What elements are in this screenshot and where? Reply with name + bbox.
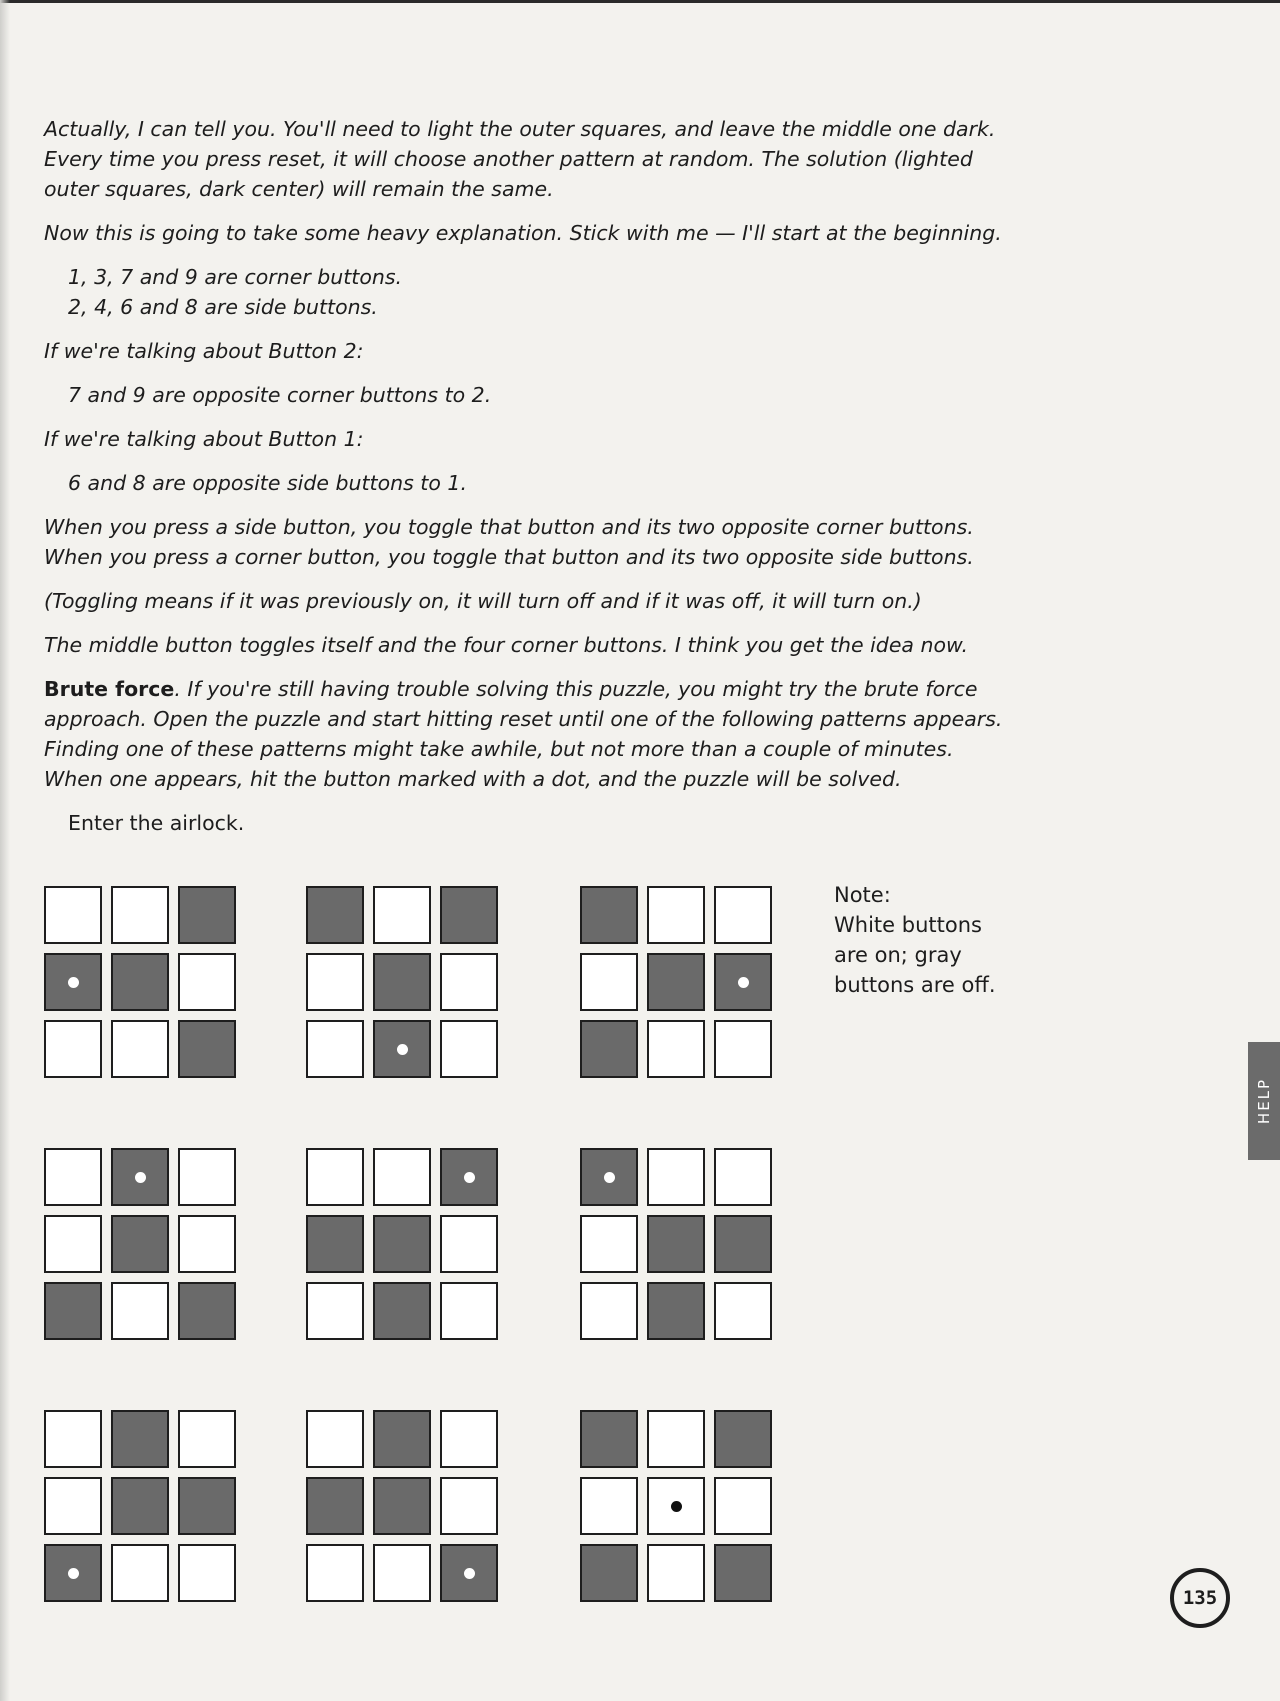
- pattern-button-on: [111, 1020, 169, 1078]
- pattern-button-on: [580, 1215, 638, 1273]
- pattern-button-off: [178, 1020, 236, 1078]
- press-dot-icon: [68, 977, 79, 988]
- page-number: 135: [1170, 1568, 1230, 1628]
- pattern-button-off: [580, 1544, 638, 1602]
- pattern-button-off: [44, 1544, 102, 1602]
- pattern-button-on: [440, 953, 498, 1011]
- button-pattern-3: [580, 886, 778, 1084]
- pattern-button-off: [580, 1020, 638, 1078]
- pattern-button-on: [440, 1020, 498, 1078]
- pattern-button-off: [580, 1148, 638, 1206]
- pattern-button-on: [178, 1148, 236, 1206]
- button-pattern-5: [306, 1148, 504, 1346]
- pattern-button-off: [373, 1215, 431, 1273]
- button-pattern-4: [44, 1148, 242, 1346]
- pattern-button-on: [440, 1282, 498, 1340]
- press-dot-icon: [738, 977, 749, 988]
- paragraph-explanation-intro: Now this is going to take some heavy explanation. Stick with me — I'll start at the beginning.: [44, 221, 1002, 245]
- pattern-button-on: [178, 1410, 236, 1468]
- press-dot-icon: [135, 1172, 146, 1183]
- brute-force-lead: Brute force: [44, 677, 175, 701]
- pattern-button-on: [111, 1282, 169, 1340]
- button-pattern-1: [44, 886, 242, 1084]
- pattern-button-off: [178, 886, 236, 944]
- pattern-button-on: [44, 886, 102, 944]
- pattern-button-on: [647, 1544, 705, 1602]
- pattern-button-on: [580, 953, 638, 1011]
- pattern-button-off: [111, 1477, 169, 1535]
- pattern-button-on: [440, 1477, 498, 1535]
- pattern-button-off: [373, 953, 431, 1011]
- pattern-button-off: [714, 1544, 772, 1602]
- pattern-button-off: [178, 1282, 236, 1340]
- paragraph-button-types: 1, 3, 7 and 9 are corner buttons. 2, 4, 6 and 8 are side buttons.: [68, 265, 403, 319]
- pattern-button-on: [714, 1020, 772, 1078]
- enter-airlock-text: Enter the airlock.: [68, 811, 245, 835]
- pattern-button-off: [647, 953, 705, 1011]
- button-pattern-9: [580, 1410, 778, 1608]
- button-pattern-2: [306, 886, 504, 1084]
- pattern-button-on: [306, 1544, 364, 1602]
- pattern-button-off: [178, 1477, 236, 1535]
- pattern-button-on: [580, 1477, 638, 1535]
- pattern-button-off: [373, 1477, 431, 1535]
- pattern-button-on: [44, 1148, 102, 1206]
- pattern-button-on: [714, 886, 772, 944]
- pattern-button-off: [714, 1215, 772, 1273]
- pattern-button-off: [440, 886, 498, 944]
- button-pattern-7: [44, 1410, 242, 1608]
- pattern-button-on: [306, 1148, 364, 1206]
- body-text: [44, 114, 1004, 852]
- pattern-button-off: [44, 1282, 102, 1340]
- pattern-button-off: [647, 1215, 705, 1273]
- pattern-button-on: [647, 1020, 705, 1078]
- pattern-button-off: [373, 1282, 431, 1340]
- pattern-button-off: [440, 1148, 498, 1206]
- pattern-button-on: [440, 1410, 498, 1468]
- pattern-button-on: [714, 1148, 772, 1206]
- pattern-button-on: [440, 1215, 498, 1273]
- pattern-button-on: [580, 1282, 638, 1340]
- pattern-button-off: [580, 886, 638, 944]
- pattern-button-on: [714, 1477, 772, 1535]
- pattern-button-on: [44, 1215, 102, 1273]
- pattern-button-on: [111, 1544, 169, 1602]
- pattern-button-off: [44, 953, 102, 1011]
- help-section-tab: HELP: [1248, 1042, 1280, 1160]
- pattern-button-on: [44, 1477, 102, 1535]
- button-pattern-6: [580, 1148, 778, 1346]
- pattern-button-off: [111, 1148, 169, 1206]
- pattern-button-off: [306, 886, 364, 944]
- pattern-button-on: [44, 1410, 102, 1468]
- top-rule: [0, 0, 1280, 3]
- pattern-button-off: [714, 953, 772, 1011]
- paragraph-toggling-definition: (Toggling means if it was previously on, it will turn off and if it was off, it will turn on.): [44, 589, 922, 613]
- press-dot-icon: [397, 1044, 408, 1055]
- press-dot-icon: [464, 1172, 475, 1183]
- paragraph-middle-button: The middle button toggles itself and the four corner buttons. I think you get the idea now.: [44, 633, 969, 657]
- press-dot-icon: [68, 1568, 79, 1579]
- pattern-button-on: [306, 1020, 364, 1078]
- paragraph-button-1-heading: If we're talking about Button 1:: [44, 427, 364, 451]
- pattern-button-off: [306, 1477, 364, 1535]
- pattern-button-on: [373, 1148, 431, 1206]
- pattern-button-on: [178, 1215, 236, 1273]
- pattern-button-on: [373, 886, 431, 944]
- note-legend: Note: White buttons are on; gray buttons are off.: [834, 883, 996, 997]
- pattern-button-on: [44, 1020, 102, 1078]
- pattern-button-off: [111, 1410, 169, 1468]
- pattern-button-on: [178, 953, 236, 1011]
- paragraph-toggle-rules: When you press a side button, you toggle that button and its two opposite corner buttons. When you press a corner button, you toggle that button and its two opposite side buttons.: [44, 515, 974, 569]
- pattern-button-on: [647, 1410, 705, 1468]
- paragraph-button-2-example: 7 and 9 are opposite corner buttons to 2.: [68, 383, 492, 407]
- paragraph-brute-force: Brute force. If you're still having trouble solving this puzzle, you might try the brute force approach. Open the puzzle and start hitting reset until one of the following patterns appears. Finding one of these patterns might take awhile, but not more than a couple of minutes. When one appears, hit the button marked with a dot, and the puzzle will be solved.: [44, 677, 1003, 791]
- press-dot-icon: [671, 1501, 682, 1512]
- pattern-button-on: [306, 1410, 364, 1468]
- pattern-button-off: [440, 1544, 498, 1602]
- pattern-button-on: [306, 1282, 364, 1340]
- pattern-button-on: [373, 1544, 431, 1602]
- pattern-button-off: [714, 1410, 772, 1468]
- pattern-button-off: [306, 1215, 364, 1273]
- paragraph-button-2-heading: If we're talking about Button 2:: [44, 339, 364, 363]
- pattern-button-on: [178, 1544, 236, 1602]
- pattern-button-off: [373, 1410, 431, 1468]
- press-dot-icon: [464, 1568, 475, 1579]
- pattern-button-on: [306, 953, 364, 1011]
- binding-shadow: [0, 0, 10, 1701]
- pattern-button-off: [373, 1020, 431, 1078]
- paragraph-solution: Actually, I can tell you. You'll need to light the outer squares, and leave the middle one dark. Every time you press reset, it will choose another pattern at random. The solution (lighted outer squares, dark center) will remain the same.: [44, 117, 996, 201]
- button-pattern-8: [306, 1410, 504, 1608]
- pattern-button-off: [580, 1410, 638, 1468]
- pattern-button-off: [111, 953, 169, 1011]
- pattern-button-on: [111, 886, 169, 944]
- pattern-button-on: [647, 1148, 705, 1206]
- paragraph-button-1-example: 6 and 8 are opposite side buttons to 1.: [68, 471, 467, 495]
- pattern-button-on: [714, 1282, 772, 1340]
- pattern-button-on: [647, 1477, 705, 1535]
- pattern-button-off: [647, 1282, 705, 1340]
- press-dot-icon: [604, 1172, 615, 1183]
- pattern-button-on: [647, 886, 705, 944]
- pattern-button-off: [111, 1215, 169, 1273]
